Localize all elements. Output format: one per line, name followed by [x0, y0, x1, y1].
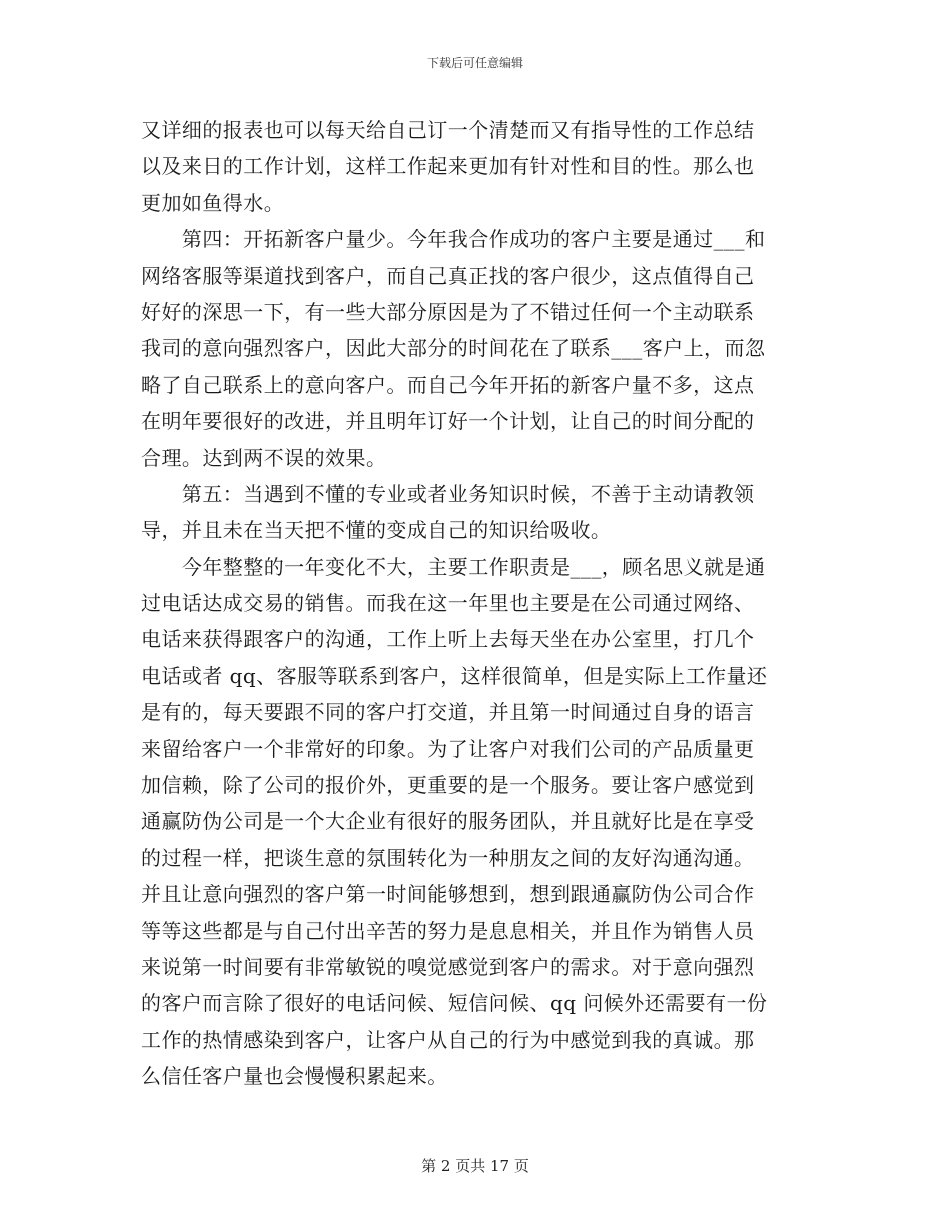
- text-line: 的客户而言除了很好的电话问候、短信问候、qq 问候外还需要有一份: [141, 991, 768, 1016]
- text-line: 等等这些都是与自己付出辛苦的努力是息息相关，并且作为销售人员: [141, 918, 755, 943]
- text-line: 又详细的报表也可以每天给自己订一个清楚而又有指导性的工作总结: [141, 118, 755, 142]
- text-line: 更加如鱼得水。: [141, 190, 285, 215]
- page-footer: 第 2 页共 17 页: [421, 1157, 529, 1175]
- body-text: [141, 112, 803, 1095]
- text-line: 通赢防伪公司是一个大企业有很好的服务团队，并且就好比是在享受: [141, 809, 755, 834]
- text-line: 的过程一样，把谈生意的氛围转化为一种朋友之间的友好沟通沟通。: [141, 845, 755, 870]
- text-line: 电话来获得跟客户的沟通，工作上听上去每天坐在办公室里，打几个: [141, 627, 755, 652]
- text-line: 导，并且未在当天把不懂的变成自己的知识给吸收。: [141, 518, 612, 543]
- text-line: 并且让意向强烈的客户第一时间能够想到，想到跟通赢防伪公司合作: [141, 882, 755, 907]
- text-line: 我司的意向强烈客户，因此大部分的时间花在了联系___客户上，而忽: [141, 336, 766, 361]
- text-line: 合理。达到两不误的效果。: [141, 445, 387, 470]
- text-line: 网络客服等渠道找到客户，而自己真正找的客户很少，这点值得自己: [141, 263, 755, 288]
- text-line: 第五：当遇到不懂的专业或者业务知识时候，不善于主动请教领: [141, 481, 755, 506]
- text-line: 第四：开拓新客户量少。今年我合作成功的客户主要是通过___和: [141, 227, 766, 252]
- text-line: 么信任客户量也会慢慢积累起来。: [141, 1064, 448, 1089]
- text-line: 加信赖，除了公司的报价外，更重要的是一个服务。要让客户感觉到: [141, 773, 755, 798]
- text-line: 是有的，每天要跟不同的客户打交道，并且第一时间通过自身的语言: [141, 700, 755, 725]
- text-line: 好好的深思一下，有一些大部分原因是为了不错过任何一个主动联系: [141, 299, 755, 324]
- text-line: 今年整整的一年变化不大，主要工作职责是___，顾名思义就是通: [141, 554, 766, 579]
- text-line: 过电话达成交易的销售。而我在这一年里也主要是在公司通过网络、: [141, 591, 755, 616]
- text-line: 来说第一时间要有非常敏锐的嗅觉感觉到客户的需求。对于意向强烈: [141, 954, 755, 979]
- text-line: 以及来日的工作计划，这样工作起来更加有针对性和目的性。那么也: [141, 154, 755, 179]
- text-line: 略了自己联系上的意向客户。而自己今年开拓的新客户量不多，这点: [141, 372, 755, 397]
- text-line: 来留给客户一个非常好的印象。为了让客户对我们公司的产品质量更: [141, 736, 755, 761]
- text-line: 电话或者 qq、客服等联系到客户，这样很简单，但是实际上工作量还: [141, 663, 768, 688]
- text-line: 在明年要很好的改进，并且明年订好一个计划，让自己的时间分配的: [141, 409, 755, 434]
- page-header: 下载后可任意编辑: [426, 56, 523, 70]
- text-line: 工作的热情感染到客户，让客户从自己的行为中感觉到我的真诚。那: [141, 1027, 755, 1052]
